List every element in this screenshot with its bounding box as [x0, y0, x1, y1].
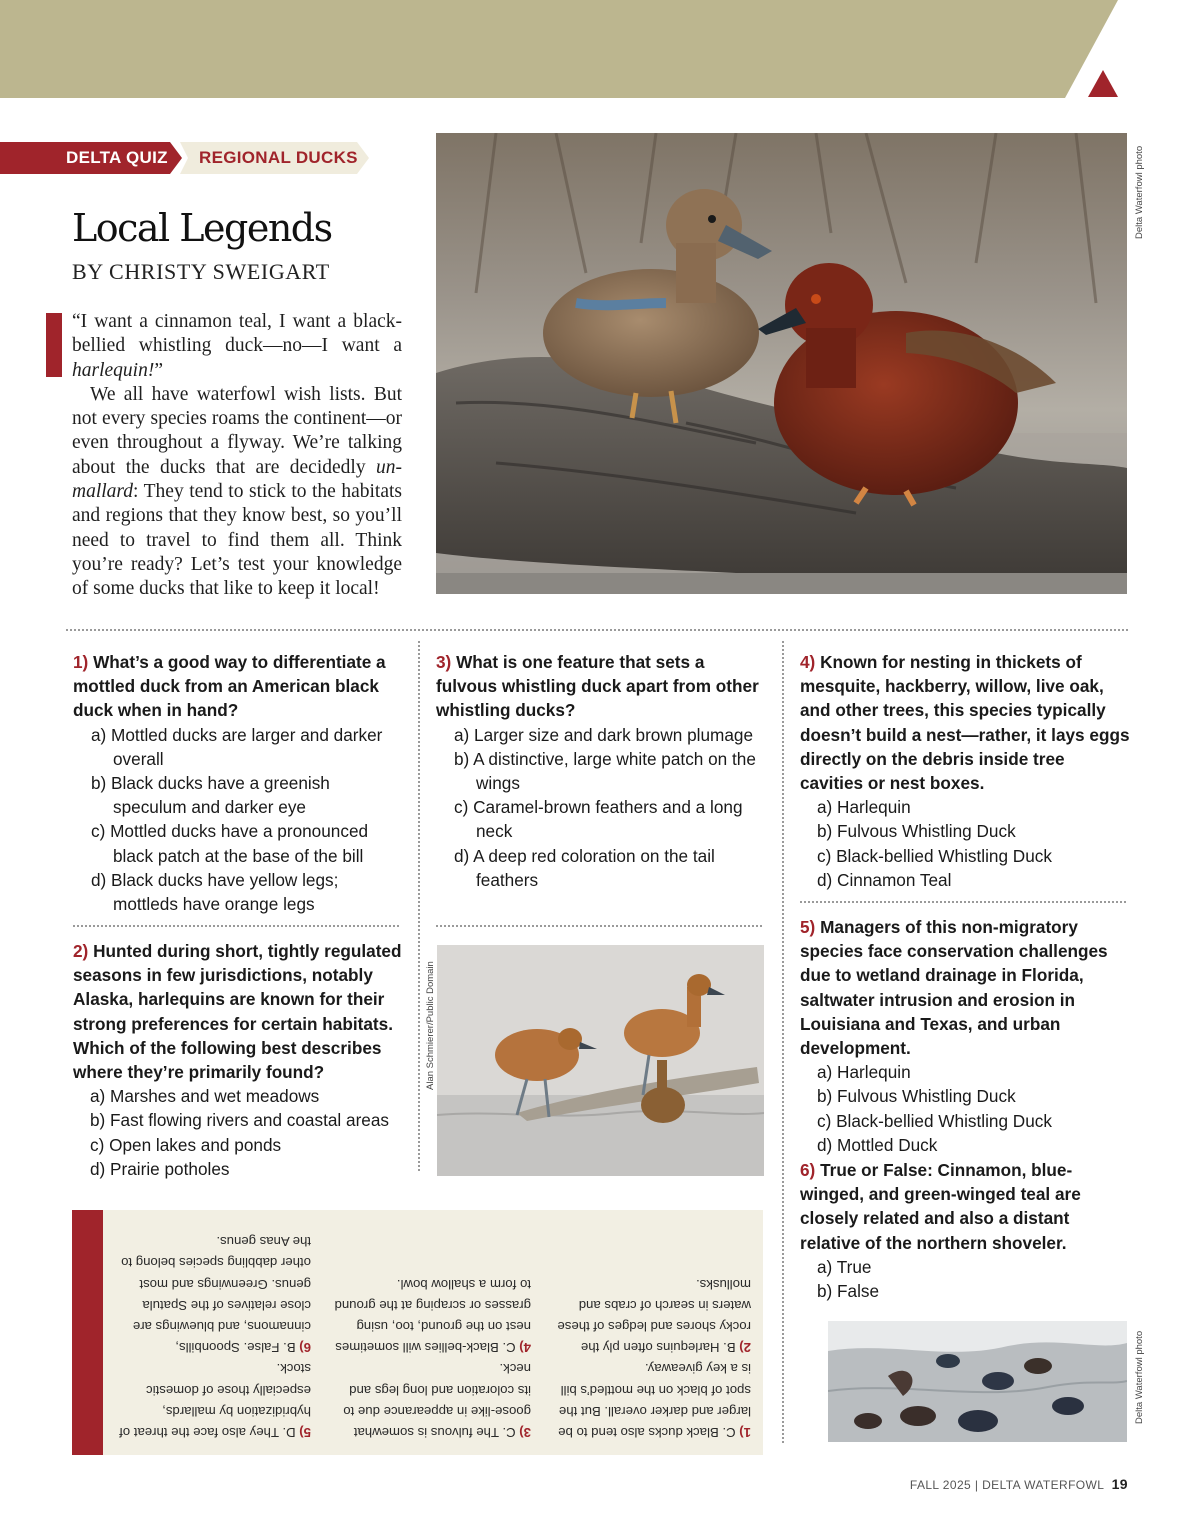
answers-column-2 — [331, 1273, 531, 1443]
question-divider — [73, 925, 399, 927]
question-number: 6) — [800, 1160, 816, 1180]
question-number: 4) — [800, 652, 816, 672]
answer-option: c) Open lakes and ponds — [90, 1134, 282, 1155]
answer-option: a) Harlequin — [817, 797, 911, 818]
answer-number: 2) — [739, 1340, 751, 1356]
answer-text: C. Black-bellies will sometimes nest on the ground, too, using grasses or scraping at the ground to form a shallow bowl. — [334, 1276, 531, 1356]
answers-label: ANSWERS — [8, 1297, 20, 1363]
answers-strip — [72, 1210, 103, 1455]
fulvous-whistling-duck-photo — [437, 945, 764, 1176]
section-divider — [66, 629, 1128, 631]
question-text: True or False: Cinnamon, blue-winged, and green-winged teal are closely related and also a distant relative of the northern shoveler. — [800, 1160, 1081, 1253]
section-tags — [0, 142, 380, 174]
answer-option: a) Mottled ducks are larger and darker overall — [91, 724, 383, 769]
answer-text: C. Black ducks also tend to be larger and darker overall. But the spot of black on the mottled’s bill is a key giveaway. — [558, 1361, 751, 1440]
answer-option: c) Mottled ducks have a pronounced black patch at the base of the bill — [91, 821, 369, 866]
question-5 — [800, 915, 1130, 1157]
byline: BY CHRISTY SWEIGART — [72, 259, 330, 284]
photo-credit-harlequin: Delta Waterfowl photo — [1134, 1330, 1145, 1424]
question-text: Managers of this non-migratory species face conservation challenges due to wetland drainage in Florida, saltwater intrusion and erosion in Louisiana and Texas, and urban development. — [800, 917, 1108, 1059]
question-text: Hunted during short, tightly regulated seasons in few jurisdictions, notably Alaska, harlequins are known for their strong preferences for certain habitats. Which of the following best describes where they’re primarily found? — [73, 941, 402, 1083]
answer-option: a) Marshes and wet meadows — [90, 1086, 320, 1107]
answer-option: c) Caramel-brown feathers and a long neck — [454, 797, 743, 842]
question-text: Known for nesting in thickets of mesquite, hackberry, willow, live oak, and other trees, this species typically doesn’t build a nest—rather, it lays eggs directly on the debris inside tree cavities or nest boxes. — [800, 652, 1130, 794]
answer-option: d) Cinnamon Teal — [817, 869, 952, 890]
cinnamon-teal-photo — [436, 133, 1127, 594]
answer-option: c) Black-bellied Whistling Duck — [817, 1110, 1052, 1131]
answer-option: a) Harlequin — [817, 1062, 911, 1083]
answer-option: d) A deep red coloration on the tail feathers — [454, 845, 715, 890]
photo-credit-main: Delta Waterfowl photo — [1134, 145, 1145, 239]
intro-quote-end: ” — [154, 359, 163, 381]
answer-option: d) Prairie potholes — [90, 1158, 230, 1179]
answer-text: D. They also face the threat of hybridization by mallards, especially those of domestic stock. — [119, 1361, 311, 1440]
answer-option: a) Larger size and dark brown plumage — [454, 724, 754, 745]
answer-text: B. False. Spoonbills, cinnamons, and bluewings are close relatives of the Spatula genus. Greenwings and most other dabbling species belong to the Anas genus. — [121, 1234, 311, 1356]
question-4 — [800, 650, 1130, 892]
answer-text: C. The fulvous is somewhat goose-like in appearance due to its coloration and long legs and neck. — [343, 1361, 531, 1440]
up-triangle-icon — [1088, 70, 1118, 97]
answer-option: c) Black-bellied Whistling Duck — [817, 845, 1052, 866]
answers-column-1 — [551, 1273, 751, 1443]
answers-column-3 — [111, 1231, 311, 1443]
article-title: Local Legends — [72, 206, 332, 250]
tag-regional-ducks: REGIONAL DUCKS — [199, 148, 358, 167]
top-banner — [0, 0, 1200, 98]
footer-separator: | — [974, 1478, 979, 1492]
question-number: 2) — [73, 941, 89, 961]
question-text: What is one feature that sets a fulvous whistling duck apart from other whistling ducks? — [436, 652, 759, 721]
question-number: 5) — [800, 917, 816, 937]
answer-option: b) False — [817, 1281, 880, 1302]
answer-number: 6) — [299, 1340, 311, 1356]
question-number: 3) — [436, 652, 452, 672]
question-text: What’s a good way to differentiate a mottled duck from an American black duck when in hand? — [73, 652, 386, 721]
answer-text: B. Harlequins often ply the rocky shores and ledges of these waters in search of crabs and mollusks. — [557, 1276, 751, 1356]
harlequin-duck-photo — [828, 1321, 1127, 1442]
question-3 — [436, 650, 766, 892]
question-2 — [73, 939, 403, 1181]
intro-body: We all have waterfowl wish lists. But not every species roams the continent—or even throughout a flyway. We’re talking about the ducks that are decidedly — [72, 383, 402, 478]
column-divider-2 — [782, 641, 784, 1443]
answer-option: b) Fulvous Whistling Duck — [817, 821, 1016, 842]
intro-quote: “I want a cinnamon teal, I want a black-bellied whistling duck—no—I want a — [72, 311, 402, 357]
page-number: 19 — [1111, 1476, 1128, 1492]
answer-number: 4) — [519, 1340, 531, 1356]
question-divider — [800, 901, 1126, 903]
intro-body-italic: un-mallard — [72, 456, 402, 503]
answer-number: 3) — [519, 1425, 531, 1440]
answer-option: b) A distinctive, large white patch on the wings — [454, 748, 756, 794]
answer-option: d) Mottled Duck — [817, 1134, 938, 1155]
answers-upside-down — [103, 1210, 763, 1455]
answer-option: b) Fast flowing rivers and coastal areas — [90, 1110, 390, 1131]
footer-magazine: DELTA WATERFOWL — [982, 1478, 1104, 1492]
intro-quote-italic: harlequin! — [72, 359, 155, 381]
question-divider — [436, 925, 762, 927]
answer-option: b) Fulvous Whistling Duck — [817, 1086, 1016, 1107]
column-divider-1 — [418, 641, 420, 1171]
answer-option: b) Black ducks have a greenish speculum and darker eye — [91, 773, 330, 818]
photo-credit-fulvous: Alan Schmierer/Public Domain — [425, 961, 436, 1090]
question-number: 1) — [73, 652, 89, 672]
intro-text — [72, 310, 402, 602]
answer-number: 1) — [739, 1425, 751, 1440]
intro-body-end: : They tend to stick to the habitats and regions that they know best, so you’ll need to travel to find them all. Think you’re ready? Let’s test your knowledge of some ducks that like to keep it local! — [72, 481, 402, 600]
tag-delta-quiz: DELTA QUIZ — [66, 148, 168, 167]
question-1 — [73, 650, 403, 916]
page-footer — [910, 1476, 1128, 1492]
quote-marker — [46, 313, 62, 377]
answer-number: 5) — [299, 1425, 311, 1440]
answer-option: a) True — [817, 1256, 872, 1277]
footer-issue: FALL 2025 — [909, 1478, 972, 1492]
question-6 — [800, 1158, 1130, 1303]
answer-option: d) Black ducks have yellow legs; mottleds have orange legs — [91, 869, 339, 915]
